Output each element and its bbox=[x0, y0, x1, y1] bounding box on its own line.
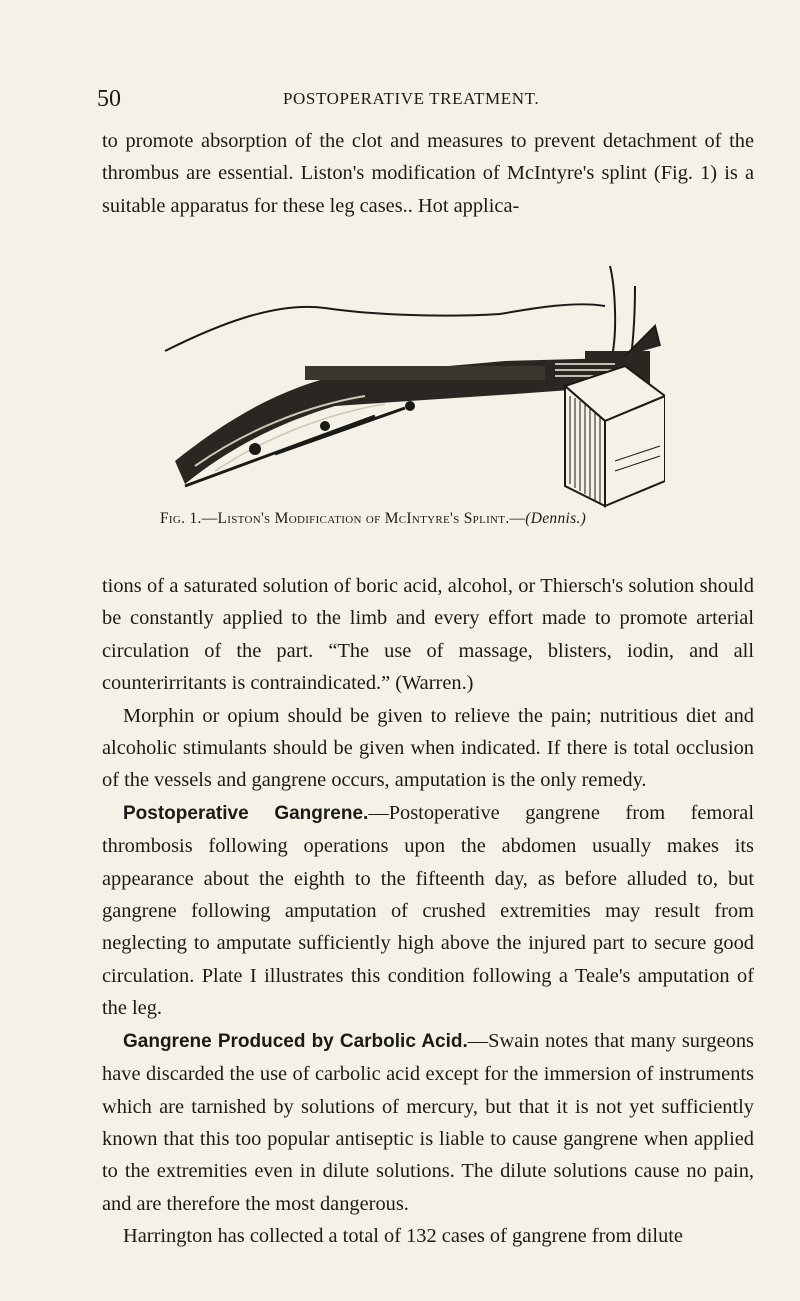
section-1-text: —Postoperative gangrene from femoral thrombosis following operations upon the abdomen usually makes its appearance about the eighth to the fifteenth day, as before alluded to, but gangrene following amputation of crushed extremities may result from neglecting to amputate sufficiently high above the injured part to secure good circulation. Plate I illustrates this condition following a Teale's amputation of the leg. bbox=[102, 801, 754, 1020]
running-head bbox=[97, 86, 687, 112]
caption-label: Fig. 1. bbox=[160, 510, 202, 527]
caption-credit: (Dennis.) bbox=[525, 510, 587, 527]
section-2-text: —Swain notes that many surgeons have discarded the use of carbolic acid except for the immersion of instruments which are tarnished by solutions of mercury, but that it is not yet sufficiently known that this too popular antiseptic is liable to cause gangrene when applied to the extremities even in dilute solutions. The dilute solutions cause no pain, and are therefore the most dangerous. bbox=[102, 1029, 754, 1215]
body-text bbox=[102, 570, 754, 1253]
paragraph-3: Morphin or opium should be given to relieve the pain; nutritious diet and alcoholic stimulants should be given when indicated. If there is total occlusion of the vessels and gangrene occurs, amputation is the only remedy. bbox=[102, 704, 754, 792]
section-carbolic-acid bbox=[102, 1025, 754, 1220]
section-1-heading: Postoperative Gangrene. bbox=[123, 802, 369, 824]
section-postoperative-gangrene bbox=[102, 797, 754, 1025]
paragraph-last: Harrington has collected a total of 132 cases of gangrene from dilute bbox=[123, 1225, 683, 1248]
paragraph-1: to promote absorption of the clot and measures to prevent detachment of the thrombus are essential. Liston's modification of McIntyre's splint (Fig. 1) is a suitable apparatus for these leg cases.. Hot applica- bbox=[102, 130, 754, 217]
paragraph-2: tions of a saturated solution of boric acid, alcohol, or Thiersch's solution should be constantly applied to the limb and every effort made to promote arterial circulation of the part. “The use of massage, blisters, iodin, and all counterirritants is contraindicated.” (Warren.) bbox=[102, 575, 754, 695]
page-number: 50 bbox=[97, 86, 121, 112]
splint-illustration bbox=[155, 246, 665, 508]
running-title: POSTOPERATIVE TREATMENT. bbox=[283, 89, 540, 108]
caption-text: —Liston's Modification of McIntyre's Splint.— bbox=[201, 510, 526, 527]
figure-caption bbox=[160, 510, 720, 528]
section-2-heading: Gangrene Produced by Carbolic Acid. bbox=[123, 1030, 468, 1052]
